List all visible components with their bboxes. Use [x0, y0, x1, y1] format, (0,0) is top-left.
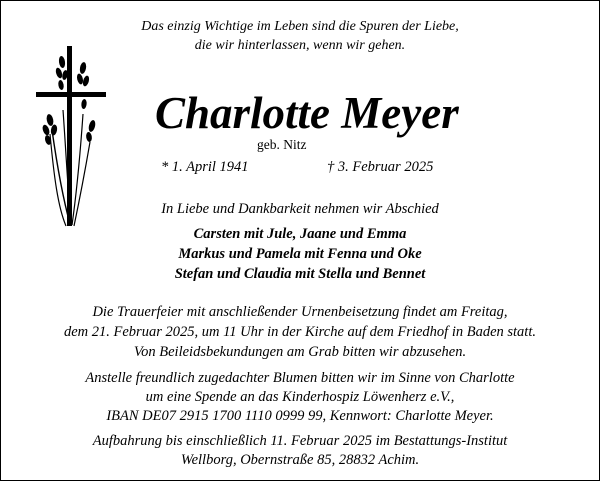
farewell-line: In Liebe und Dankbarkeit nehmen wir Abschied — [161, 201, 439, 217]
notice-line-3: Von Beileidsbekundungen am Grab bitten wir abzusehen. — [133, 344, 467, 360]
mourner-line-3: Stefan und Claudia mit Stella und Bennet — [174, 266, 426, 282]
notice-line-6: IBAN DE07 2915 1700 1110 0999 99, Kennwort: Charlotte Meyer. — [106, 408, 494, 424]
notice-line-1: Die Trauerfeier mit anschließender Urnenbeisetzung findet am Freitag, — [92, 304, 508, 320]
death-date: † 3. Februar 2025 — [327, 159, 434, 175]
motto-line-1: Das einzig Wichtige im Leben sind die Spuren der Liebe, — [141, 19, 459, 34]
birth-date: * 1. April 1941 — [161, 159, 249, 175]
notice-line-8: Wellborg, Obernstraße 85, 28832 Achim. — [180, 452, 420, 468]
notice-line-2: dem 21. Februar 2025, um 11 Uhr in der Kirche auf dem Friedhof in Baden statt. — [63, 324, 536, 340]
born-name: geb. Nitz — [257, 137, 307, 152]
mourner-line-1: Carsten mit Jule, Jaane und Emma — [193, 226, 407, 242]
notice-line-4: Anstelle freundlich zugedachter Blumen bitten wir im Sinne von Charlotte — [85, 370, 515, 386]
motto-line-2: die wir hinterlassen, wenn wir gehen. — [194, 38, 406, 53]
notice-line-7: Aufbahrung bis einschließlich 11. Februar 2025 im Bestattungs-Institut — [92, 433, 508, 449]
deceased-name: Charlotte Meyer — [155, 88, 459, 138]
notice-line-5: um eine Spende an das Kinderhospiz Löwenherz e.V., — [145, 389, 455, 405]
mourner-line-2: Markus und Pamela mit Fenna und Oke — [178, 246, 422, 262]
